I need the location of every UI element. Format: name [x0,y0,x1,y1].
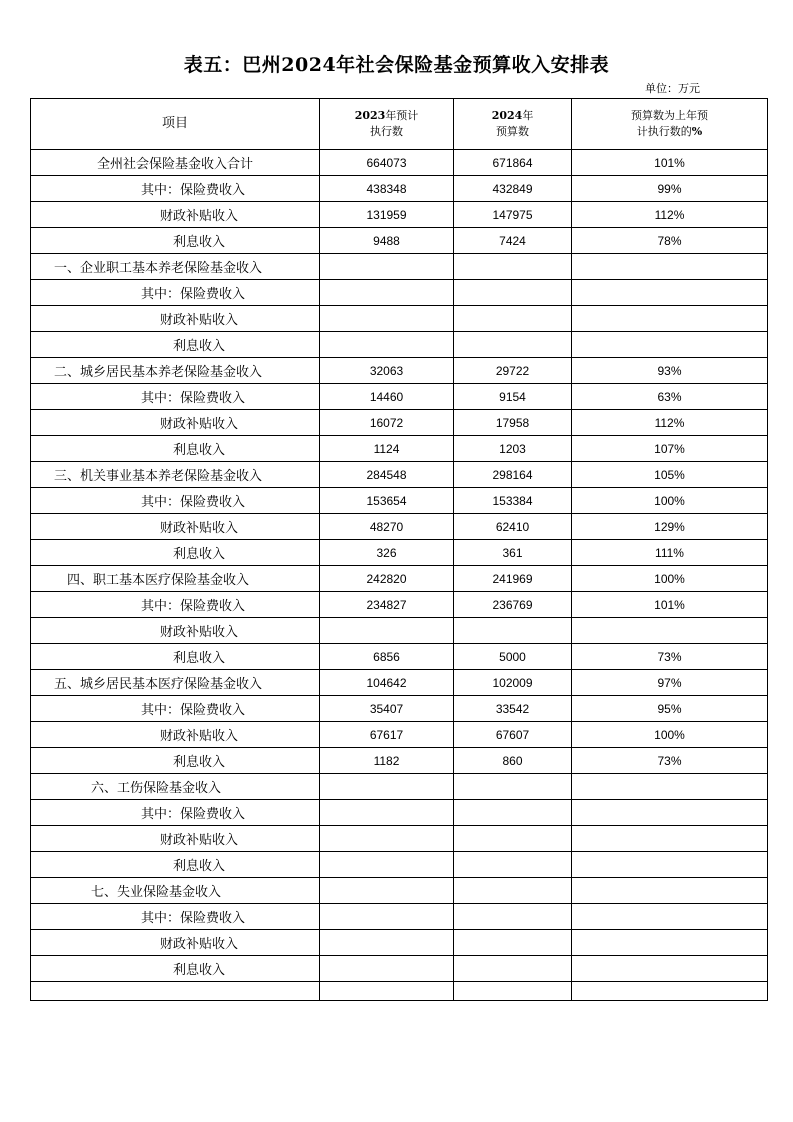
row-ratio-value: 93% [572,358,768,384]
row-ratio-value [572,956,768,982]
row-budget-value: 432849 [454,176,572,202]
row-ratio-value: 99% [572,176,768,202]
row-prev-year-value: 242820 [320,566,454,592]
row-item-label: 财政补贴收入 [31,514,320,540]
row-prev-year-value: 67617 [320,722,454,748]
row-ratio-value: 112% [572,410,768,436]
row-item-label: 其中：保险费收入 [31,696,320,722]
row-budget-value [454,800,572,826]
row-budget-value: 671864 [454,150,572,176]
table-row [31,150,768,176]
header-prev-year [320,99,454,150]
row-ratio-value [572,826,768,852]
row-ratio-value: 105% [572,462,768,488]
row-ratio-value [572,254,768,280]
row-ratio-value: 100% [572,566,768,592]
row-budget-value: 361 [454,540,572,566]
row-item-label: 一、企业职工基本养老保险基金收入 [31,254,320,280]
row-budget-value: 7424 [454,228,572,254]
header-budget-year [454,99,572,150]
row-budget-value [454,332,572,358]
row-ratio-value: 101% [572,150,768,176]
table-row [31,176,768,202]
row-ratio-value: 63% [572,384,768,410]
row-prev-year-value [320,254,454,280]
row-prev-year-value: 131959 [320,202,454,228]
table-row [31,956,768,982]
row-budget-value [454,280,572,306]
table-row [31,566,768,592]
row-item-label: 财政补贴收入 [31,306,320,332]
row-prev-year-value [320,618,454,644]
table-row [31,800,768,826]
row-item-label: 利息收入 [31,228,320,254]
row-item-label: 利息收入 [31,436,320,462]
table-row [31,670,768,696]
row-ratio-value [572,774,768,800]
table-row [31,826,768,852]
budget-table [30,98,768,1001]
row-prev-year-value [320,982,454,1001]
row-prev-year-value: 284548 [320,462,454,488]
row-prev-year-value [320,306,454,332]
row-budget-value [454,306,572,332]
row-budget-value [454,826,572,852]
row-item-label: 其中：保险费收入 [31,176,320,202]
row-budget-value: 1203 [454,436,572,462]
row-budget-value: 298164 [454,462,572,488]
header-prev-year-number: 2023 [354,109,386,122]
table-row [31,774,768,800]
row-item-label: 财政补贴收入 [31,618,320,644]
table-row [31,618,768,644]
page-title: 表五：巴州2024年社会保险基金预算收入安排表 [183,54,610,76]
table-row [31,254,768,280]
header-budget-year-number: 2024 [491,109,523,122]
row-item-label: 财政补贴收入 [31,826,320,852]
row-item-label [31,982,320,1001]
row-item-label: 六、工伤保险基金收入 [31,774,320,800]
row-item-label: 财政补贴收入 [31,722,320,748]
table-header-row [31,99,768,150]
row-item-label: 七、失业保险基金收入 [31,878,320,904]
table-row [31,384,768,410]
row-prev-year-value [320,280,454,306]
row-item-label: 利息收入 [31,748,320,774]
header-ratio [572,99,768,150]
row-item-label: 全州社会保险基金收入合计 [31,150,320,176]
row-budget-value: 102009 [454,670,572,696]
table-row [31,930,768,956]
row-prev-year-value: 438348 [320,176,454,202]
table-row [31,332,768,358]
row-ratio-value: 100% [572,722,768,748]
row-item-label: 利息收入 [31,956,320,982]
header-ratio-line2: 计执行数的 [636,125,692,138]
header-ratio-line1: 预算数为上年预 [631,109,708,122]
table-row [31,982,768,1001]
row-ratio-value: 111% [572,540,768,566]
row-item-label: 其中：保险费收入 [31,904,320,930]
row-item-label: 利息收入 [31,332,320,358]
row-ratio-value: 101% [572,592,768,618]
row-prev-year-value: 6856 [320,644,454,670]
row-item-label: 其中：保险费收入 [31,800,320,826]
row-prev-year-value: 32063 [320,358,454,384]
row-budget-value: 29722 [454,358,572,384]
table-row [31,462,768,488]
row-prev-year-value: 14460 [320,384,454,410]
row-prev-year-value [320,878,454,904]
table-row [31,228,768,254]
row-item-label: 其中：保险费收入 [31,592,320,618]
row-budget-value: 33542 [454,696,572,722]
row-ratio-value [572,618,768,644]
row-ratio-value: 73% [572,748,768,774]
row-item-label: 利息收入 [31,644,320,670]
row-item-label: 三、机关事业基本养老保险基金收入 [31,462,320,488]
row-budget-value: 236769 [454,592,572,618]
row-prev-year-value: 48270 [320,514,454,540]
table-row [31,202,768,228]
row-budget-value: 62410 [454,514,572,540]
row-budget-value [454,956,572,982]
row-item-label: 利息收入 [31,540,320,566]
header-prev-year-suffix: 年预计 [385,109,419,122]
row-prev-year-value: 9488 [320,228,454,254]
header-budget-year-line2: 预算数 [496,125,529,138]
table-row [31,878,768,904]
row-item-label: 四、职工基本医疗保险基金收入 [31,566,320,592]
table-row [31,904,768,930]
row-ratio-value [572,878,768,904]
row-item-label: 财政补贴收入 [31,410,320,436]
row-budget-value [454,852,572,878]
row-ratio-value: 129% [572,514,768,540]
row-budget-value [454,618,572,644]
row-item-label: 其中：保险费收入 [31,488,320,514]
table-row [31,514,768,540]
row-item-label: 利息收入 [31,852,320,878]
row-prev-year-value: 1182 [320,748,454,774]
row-ratio-value: 100% [572,488,768,514]
row-prev-year-value [320,332,454,358]
row-budget-value: 860 [454,748,572,774]
row-ratio-value: 78% [572,228,768,254]
row-prev-year-value [320,904,454,930]
row-prev-year-value: 153654 [320,488,454,514]
header-ratio-percent: % [691,125,703,138]
header-budget-year-suffix: 年 [522,109,534,122]
row-prev-year-value [320,956,454,982]
row-budget-value [454,930,572,956]
row-budget-value: 17958 [454,410,572,436]
table-row [31,280,768,306]
row-ratio-value [572,332,768,358]
table-row [31,722,768,748]
row-item-label: 财政补贴收入 [31,202,320,228]
table-row [31,358,768,384]
row-prev-year-value [320,930,454,956]
table-row [31,696,768,722]
row-ratio-value: 73% [572,644,768,670]
row-item-label: 二、城乡居民基本养老保险基金收入 [31,358,320,384]
row-item-label: 其中：保险费收入 [31,280,320,306]
row-budget-value: 5000 [454,644,572,670]
header-prev-year-line2: 执行数 [370,125,403,138]
row-item-label: 五、城乡居民基本医疗保险基金收入 [31,670,320,696]
row-prev-year-value [320,826,454,852]
row-budget-value [454,774,572,800]
row-prev-year-value: 104642 [320,670,454,696]
row-budget-value [454,982,572,1001]
row-item-label: 其中：保险费收入 [31,384,320,410]
table-row [31,410,768,436]
row-ratio-value: 97% [572,670,768,696]
table-row [31,540,768,566]
header-item: 项目 [31,99,320,150]
row-ratio-value [572,852,768,878]
table-row [31,644,768,670]
row-prev-year-value: 35407 [320,696,454,722]
row-prev-year-value: 234827 [320,592,454,618]
table-row [31,436,768,462]
row-ratio-value: 107% [572,436,768,462]
row-ratio-value [572,904,768,930]
row-ratio-value [572,982,768,1001]
row-prev-year-value [320,852,454,878]
row-prev-year-value: 664073 [320,150,454,176]
row-ratio-value [572,306,768,332]
row-prev-year-value [320,800,454,826]
row-prev-year-value: 16072 [320,410,454,436]
row-budget-value: 9154 [454,384,572,410]
row-budget-value [454,878,572,904]
row-budget-value: 67607 [454,722,572,748]
unit-label: 单位：万元 [645,82,700,95]
row-ratio-value [572,800,768,826]
row-budget-value: 147975 [454,202,572,228]
table-row [31,306,768,332]
row-prev-year-value: 1124 [320,436,454,462]
row-budget-value: 241969 [454,566,572,592]
row-ratio-value [572,280,768,306]
row-prev-year-value [320,774,454,800]
table-row [31,852,768,878]
table-row [31,748,768,774]
row-ratio-value: 112% [572,202,768,228]
row-budget-value [454,254,572,280]
row-budget-value: 153384 [454,488,572,514]
row-item-label: 财政补贴收入 [31,930,320,956]
row-ratio-value: 95% [572,696,768,722]
row-ratio-value [572,930,768,956]
row-prev-year-value: 326 [320,540,454,566]
row-budget-value [454,904,572,930]
table-row [31,592,768,618]
table-row [31,488,768,514]
